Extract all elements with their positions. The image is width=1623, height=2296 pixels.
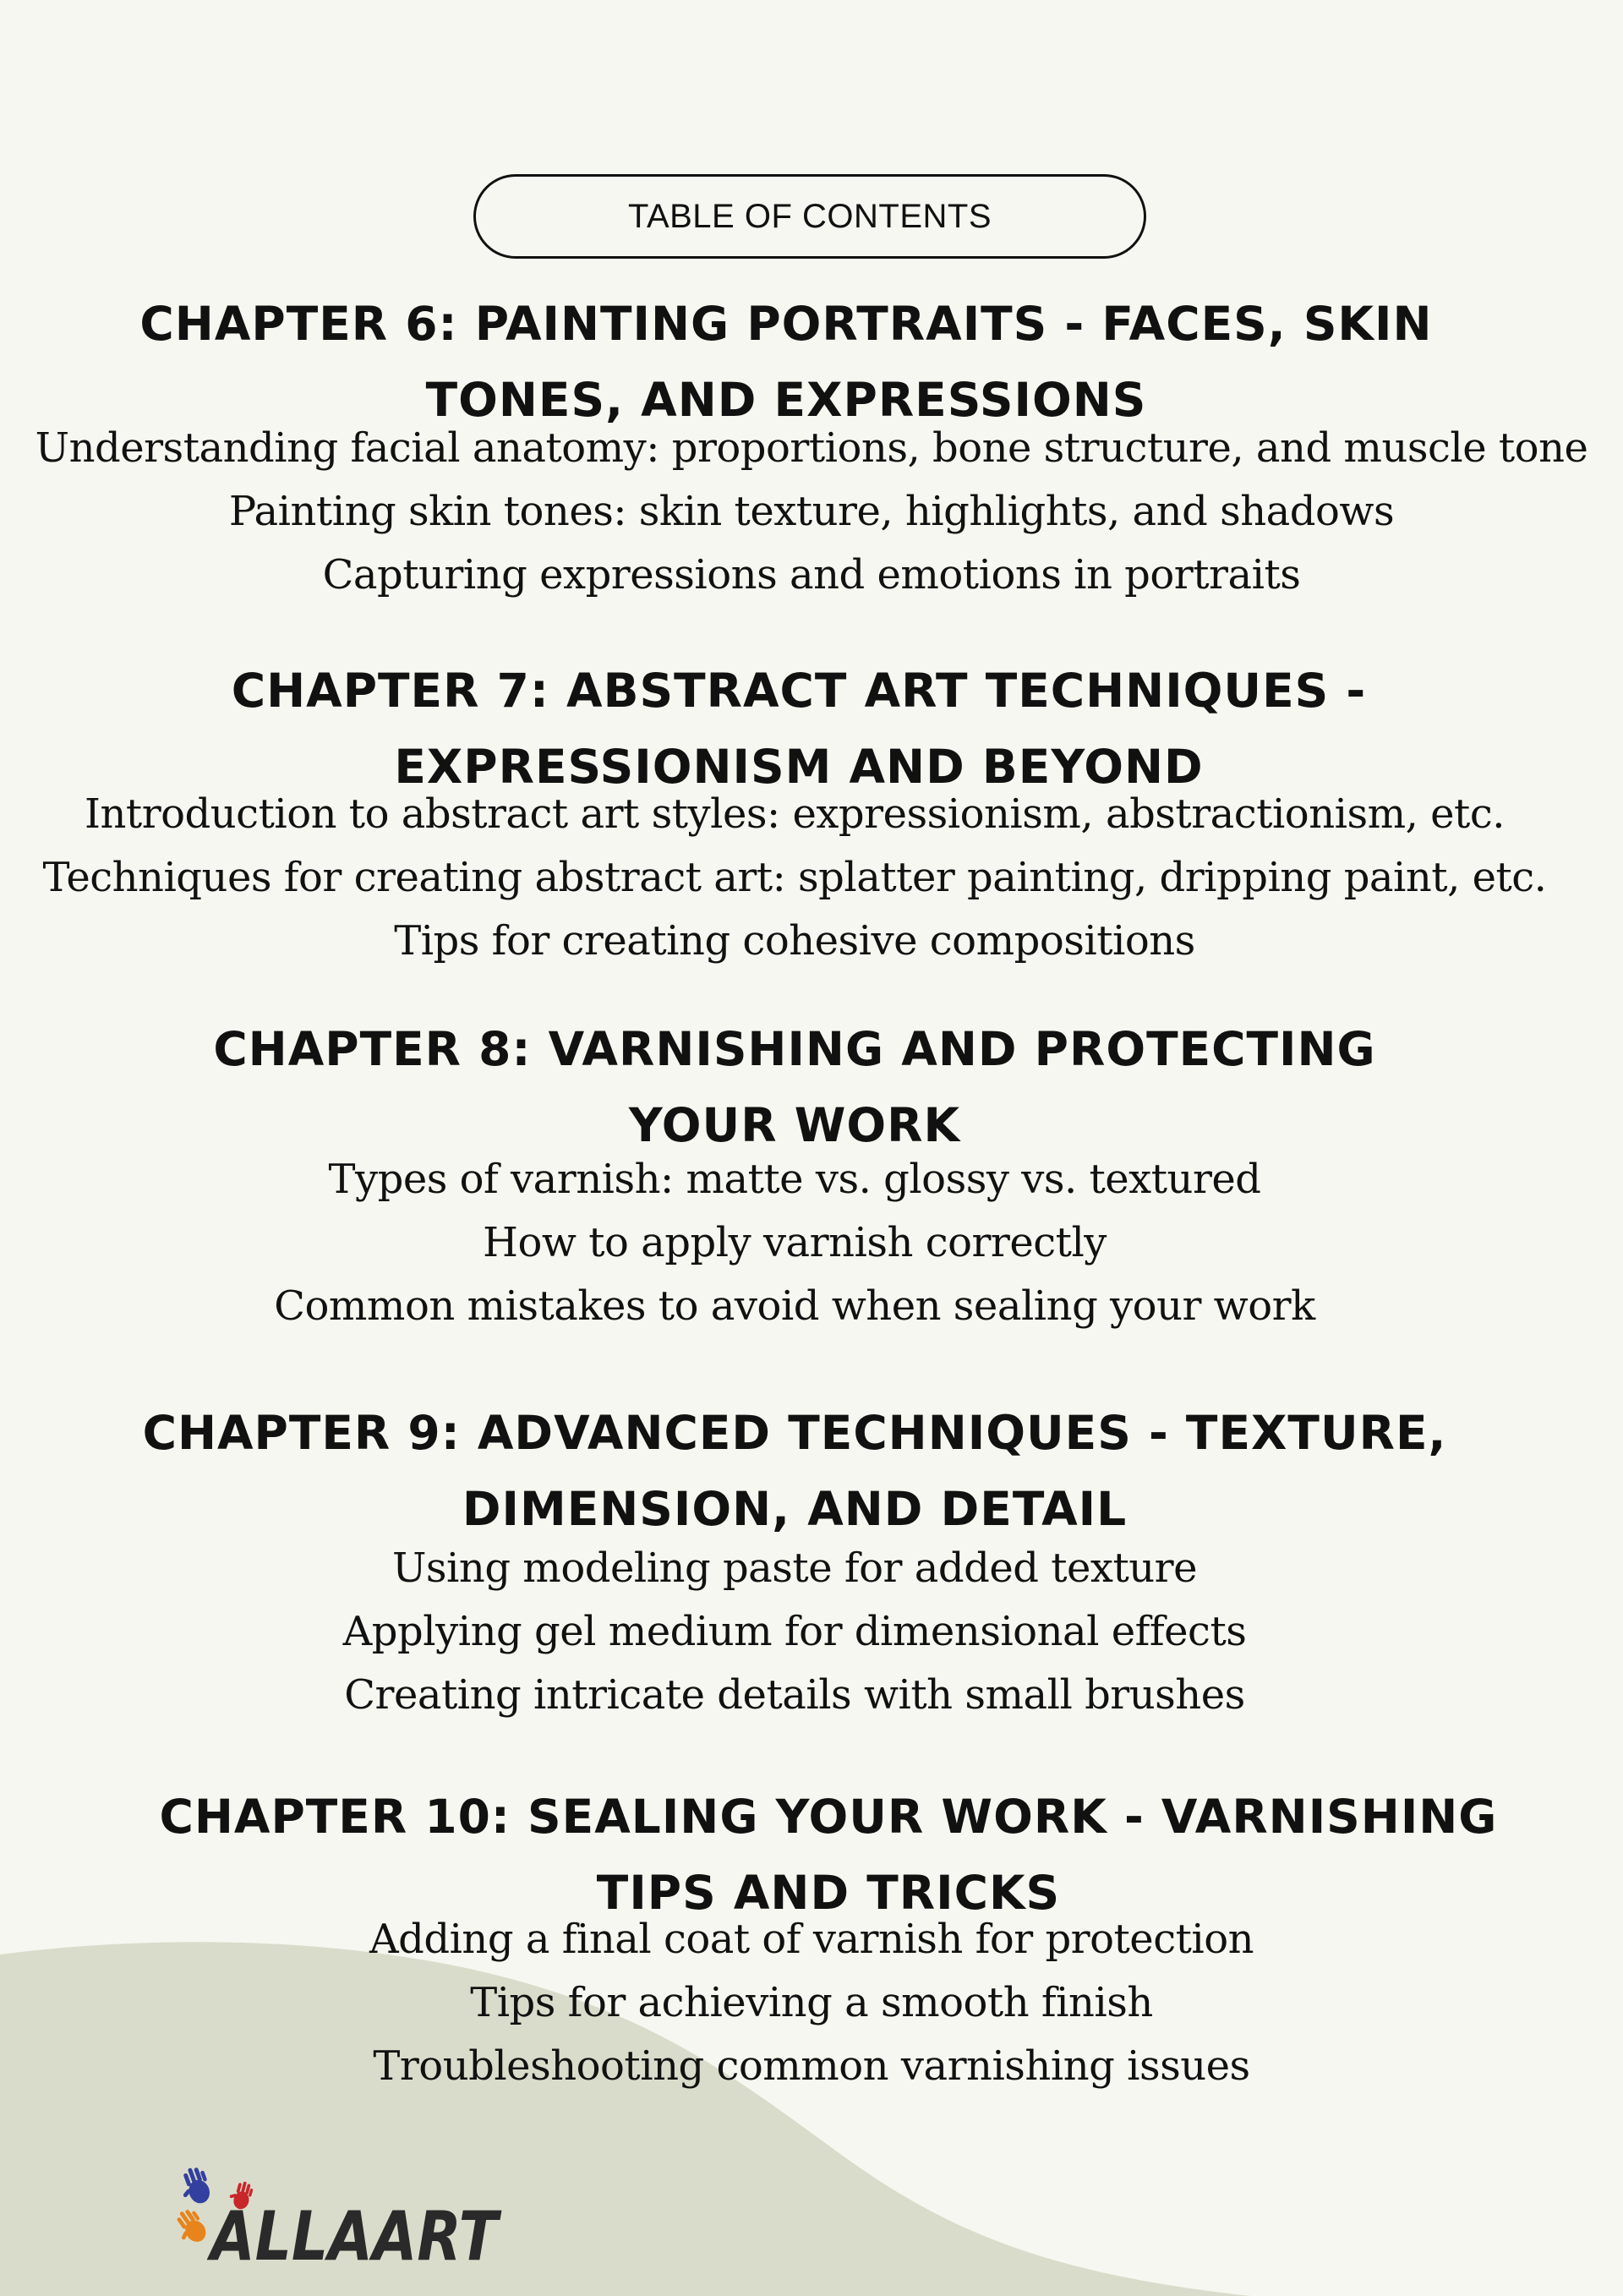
chapter-8-item-2: How to apply varnish correctly bbox=[483, 1219, 1107, 1266]
chapter-9-item-2: Applying gel medium for dimensional effects bbox=[342, 1608, 1247, 1655]
chapter-8-item-3: Common mistakes to avoid when sealing your work bbox=[274, 1282, 1315, 1330]
chapter-8-title: CHAPTER 8: VARNISHING AND PROTECTING YOUR WORK bbox=[213, 1022, 1376, 1152]
table-of-contents-heading bbox=[473, 174, 1146, 259]
chapter-9-item-3: Creating intricate details with small brushes bbox=[344, 1671, 1245, 1719]
chapter-10-title: CHAPTER 10: SEALING YOUR WORK - VARNISHING TIPS AND TRICKS bbox=[159, 1790, 1498, 1920]
chapter-7-item-2: Techniques for creating abstract art: splatter painting, dripping paint, etc. bbox=[42, 854, 1547, 901]
chapter-10-item-2: Tips for achieving a smooth finish bbox=[470, 1979, 1153, 2026]
chapter-10-items bbox=[135, 1908, 1488, 2098]
chapter-9-item-1: Using modeling paste for added texture bbox=[391, 1544, 1198, 1592]
chapter-6-item-3: Capturing expressions and emotions in portraits bbox=[322, 551, 1301, 599]
chapter-6-item-2: Painting skin tones: skin texture, highlights, and shadows bbox=[228, 488, 1395, 535]
chapter-7-items bbox=[34, 783, 1555, 973]
chapter-7-item-3: Tips for creating cohesive compositions bbox=[394, 917, 1195, 965]
allaart-logo bbox=[173, 2160, 511, 2276]
chapter-7-item-1: Introduction to abstract art styles: expressionism, abstractionism, etc. bbox=[85, 790, 1505, 838]
chapter-9-items bbox=[118, 1537, 1471, 1727]
chapter-7-title: CHAPTER 7: ABSTRACT ART TECHNIQUES - EXPRESSIONISM AND BEYOND bbox=[231, 664, 1367, 794]
chapter-8-item-1: Types of varnish: matte vs. glossy vs. textured bbox=[328, 1156, 1261, 1203]
chapter-10-item-1: Adding a final coat of varnish for protection bbox=[369, 1916, 1254, 1963]
chapter-6-items bbox=[34, 417, 1589, 607]
chapter-9-title: CHAPTER 9: ADVANCED TECHNIQUES - TEXTURE, DIMENSION, AND DETAIL bbox=[142, 1406, 1447, 1536]
toc-title: TABLE OF CONTENTS bbox=[627, 197, 992, 235]
chapter-6-title: CHAPTER 6: PAINTING PORTRAITS - FACES, SKIN TONES, AND EXPRESSIONS bbox=[139, 297, 1433, 427]
chapter-10-item-3: Troubleshooting common varnishing issues bbox=[373, 2042, 1250, 2090]
chapter-8-items bbox=[118, 1148, 1471, 1338]
logo-text: ALLAART bbox=[205, 2197, 502, 2276]
chapter-6-item-1: Understanding facial anatomy: proportions, bone structure, and muscle tone bbox=[35, 424, 1588, 472]
